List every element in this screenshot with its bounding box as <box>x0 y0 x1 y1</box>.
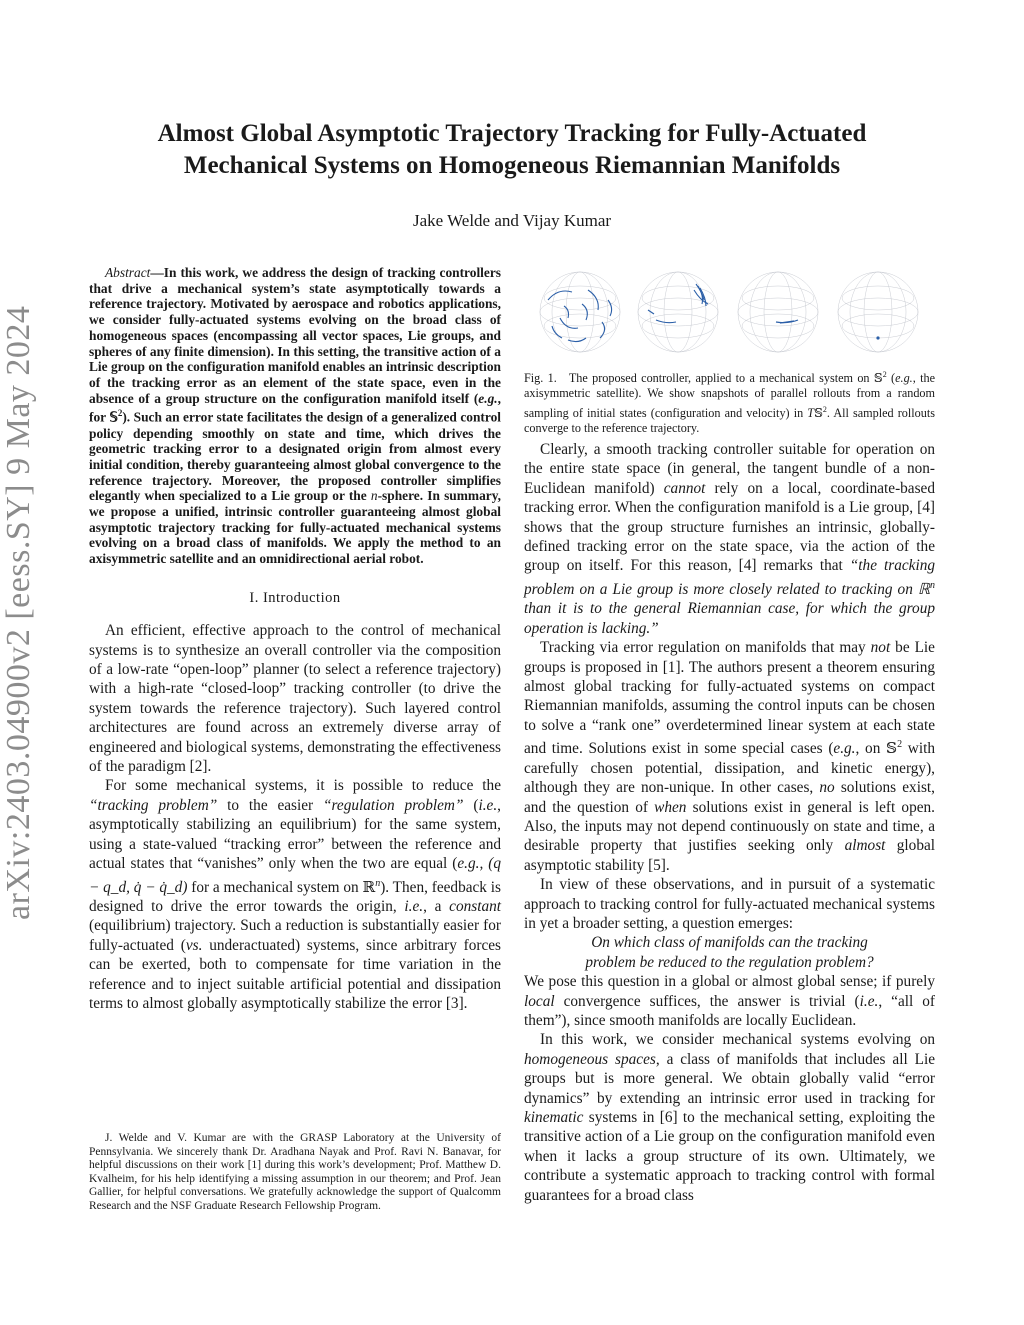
intro-paragraph-2: For some mechanical systems, it is possible to reduce the “tracking problem” to the easier “regulation problem” (i.e., asymptotically stabilizing an equilibrium) for the same system, using a state-valued “tracking error” between the reference and actual states that “vanishes” only when the two are equal (e.g., (q − q_d, q̇ − q̇_d) for a mechanical system on ℝ$^n$). Then, feedback is designed to drive the error towards the origin, i.e., a constant (equilibrium) trajectory. Such a reduction is substantially easier for fully-actuated (vs. underactuated) systems, since arbitrary forces can be exerted, both to compensate for time variation in the reference and to inject suitable artificial potential and dissipation terms to almost globally asymptotically stabilize the error [3]. <box>89 777 502 1013</box>
right-paragraph-2: Tracking via error regulation on manifolds that may not be Lie groups is proposed in [1]. The authors present a theorem ensuring almost global tracking for fully-actuated systems on compact Riemannian manifolds, assuming the control inputs can be chosen to solve a “rank one” overdetermined linear system at each state and time. Solutions exist in some special cases (e.g., on 𝕊$^2$ with carefully chosen potential, dissipation, and kinetic energy), although they are non-unique. In other cases, no solutions exist, and the question of when solutions exist in general is left open. Also, the inputs may not depend continuously on state and time, a desirable property that justifies seeking only almost global asymptotic stability [5]. <box>524 639 936 874</box>
research-question-line-1: On which class of manifolds can the tracking <box>591 934 868 952</box>
abstract-label: Abstract <box>105 265 151 280</box>
left-column <box>89 265 501 1013</box>
right-paragraph-1: Clearly, a smooth tracking controller suitable for operation on the entire state space (in general, the tangent bundle of a non-Euclidean manifold) cannot rely on a local, coordinate-based tracking error. When the configuration manifold is a Lie group, [4] shows that the group structure furnishes an intrinsic, globally-defined tracking error on the state space, via the action of the group on itself. For this reason, [4] remarks that “the tracking problem on a Lie group is more closely related to tracking on ℝ$^n$ than it is to the general Riemannian case, for which the group operation is lacking.” <box>524 441 935 637</box>
paper-title: Almost Global Asymptotic Trajectory Tracking for Fully-Actuated Mechanical Systems on Homogeneous Riemannian Manifolds <box>157 120 867 179</box>
sphere-snapshot-3 <box>736 270 820 354</box>
right-paragraph-4: We pose this question in a global or almost global sense; if purely local convergence suffices, the answer is trivial (i.e., “all of them”), since smooth manifolds are locally Euclidean. <box>524 973 936 1029</box>
sphere-snapshot-1 <box>538 270 622 354</box>
figure-1 <box>524 266 935 356</box>
footnote-acknowledgements: J. Welde and V. Kumar are with the GRASP Laboratory at the University of Pennsylvania. We sincerely thank Dr. Aradhana Nayak and Prof. Ravi N. Banavar, for helpful discussions on their work [1] during this work’s development; Prof. Matthew D. Kvalheim, for his help identifying a missing assumption in our theorem; and Prof. Jean Gallier, for helpful conversations. We gratefully acknowledge the support of Qualcomm Research and the NSF Graduate Research Fellowship Program. <box>89 1132 501 1212</box>
section-heading-introduction: I. Introduction <box>249 589 341 606</box>
right-paragraph-3: In view of these observations, and in pursuit of a systematic approach to tracking control for fully-actuated mechanical systems in yet a broader setting, a question emerges: <box>524 876 935 932</box>
paper-authors: Jake Welde and Vijay Kumar <box>412 211 612 230</box>
right-column <box>524 440 935 1205</box>
research-question-line-2: problem be reduced to the regulation problem? <box>585 953 874 971</box>
sphere-snapshot-2 <box>636 270 720 354</box>
arxiv-identifier: arXiv:2403.04900v2 [eess.SY] 9 May 2024 <box>0 305 37 920</box>
sphere-snapshot-4 <box>836 270 920 354</box>
right-paragraph-5: In this work, we consider mechanical systems evolving on homogeneous spaces, a class of manifolds that includes all Lie groups but is more general. We obtain globally valid “error dynamics” by extending an intrinsic error used in tracking for kinematic systems in [6] to the mechanical setting, exploiting the transitive action of a Lie group on the configuration manifold even when it lacks a group structure of its own. Ultimately, we contribute a systematic approach to tracking control with formal guarantees for a broad class <box>524 1031 936 1204</box>
footnote <box>89 1132 501 1214</box>
intro-paragraph-1: An efficient, effective approach to the control of mechanical systems is to synthesize an overall controller via the composition of a low-rate “open-loop” planner (to select a reference trajectory) with a high-rate “closed-loop” tracking controller (to drive the system towards the reference trajectory). Such layered control architectures are found across an extremely diverse array of engineered and biological systems, demonstrating the effectiveness of the paradigm [2]. <box>89 622 501 776</box>
figure-1-caption: Fig. 1. The proposed controller, applied to a mechanical system on 𝕊$^2$ (e.g., the axisymmetric satellite). We show snapshots of parallel rollouts from a random sampling of initial states (configuration and velocity) in T𝕊$^2$. All sampled rollouts converge to the reference trajectory. <box>524 370 936 436</box>
abstract: Abstract—In this work, we address the design of tracking controllers that drive a mechanical system’s state asymptotically towards a reference trajectory. Motivated by aerospace and robotics applications, we consider fully-actuated systems evolving on the broad class of homogeneous spaces (encompassing all vector spaces, Lie groups, and spheres of any finite dimension). In this setting, the transitive action of a Lie group on the configuration manifold enables an intrinsic description of the tracking error as an element of the state space, even in the absence of a group structure on the configuration manifold itself (e.g., for 𝕊$^2$). Such an error state facilitates the design of a generalized control policy depending smoothly on state and time, which drives the geometric tracking error to a designated origin from almost every initial condition, thereby guaranteeing almost global convergence to the reference trajectory. Moreover, the proposed controller simplifies elegantly when specialized to a Lie group or the n-sphere. In summary, we propose a unified, intrinsic controller guaranteeing almost global asymptotic trajectory tracking for fully-actuated mechanical systems evolving on a broad class of manifolds. We apply the method to an axisymmetric satellite and an omnidirectional aerial robot. <box>89 265 502 567</box>
